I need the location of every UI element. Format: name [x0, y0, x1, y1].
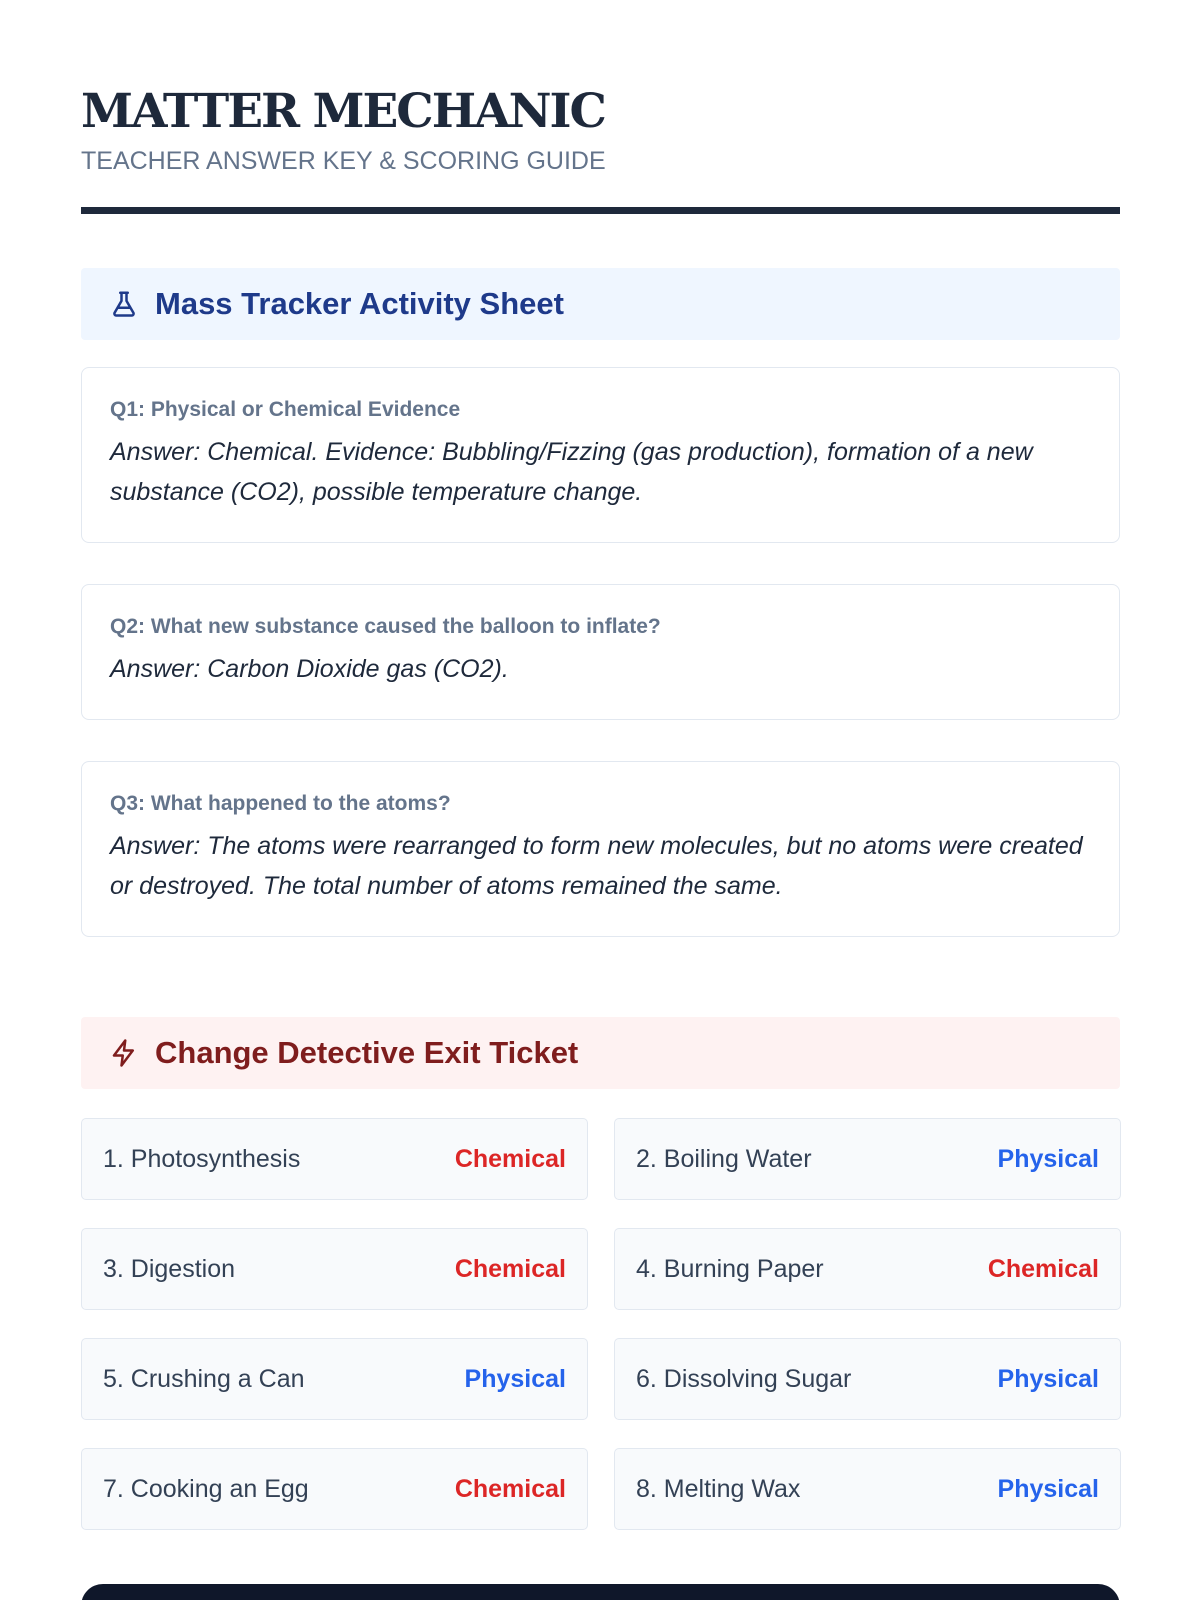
question-answer: Answer: Carbon Dioxide gas (CO2). [110, 655, 509, 683]
ticket-item-result: Physical [997, 1144, 1099, 1173]
question-label: Q3: What happened to the atoms? [110, 792, 451, 815]
ticket-item [614, 1448, 1121, 1530]
page-subtitle: TEACHER ANSWER KEY & SCORING GUIDE [81, 147, 606, 175]
ticket-item [81, 1338, 588, 1420]
ticket-item-label: 7. Cooking an Egg [103, 1474, 309, 1503]
question-answer: Answer: The atoms were rearranged to form new molecules, but no atoms were created or destroyed. The total number of atoms remained the same. [110, 832, 1083, 900]
ticket-item [614, 1228, 1121, 1310]
ticket-item-result: Chemical [454, 1144, 566, 1173]
question-card-q1 [81, 367, 1120, 543]
question-card-q3 [81, 761, 1120, 937]
ticket-item [81, 1118, 588, 1200]
page-title: MATTER MECHANIC [81, 84, 605, 139]
lightning-bolt-icon [109, 1038, 139, 1068]
ticket-item-label: 2. Boiling Water [636, 1144, 812, 1173]
ticket-item-label: 1. Photosynthesis [103, 1144, 301, 1173]
ticket-item-label: 6. Dissolving Sugar [636, 1364, 852, 1393]
question-label: Q2: What new substance caused the balloon to inflate? [110, 615, 661, 638]
ticket-item-label: 4. Burning Paper [636, 1254, 824, 1283]
mass-tracker-section-header [81, 268, 1120, 340]
ticket-item [81, 1228, 588, 1310]
ticket-item-result: Physical [464, 1364, 566, 1393]
header-divider [81, 207, 1120, 214]
exit-ticket-title: Change Detective Exit Ticket [155, 1035, 579, 1070]
ticket-item-result: Physical [997, 1364, 1099, 1393]
exit-ticket-section-header [81, 1017, 1120, 1089]
ticket-item-label: 5. Crushing a Can [103, 1364, 305, 1393]
question-card-q2 [81, 584, 1120, 720]
mass-tracker-title: Mass Tracker Activity Sheet [155, 286, 564, 321]
ticket-item-label: 8. Melting Wax [636, 1474, 801, 1503]
question-label: Q1: Physical or Chemical Evidence [110, 398, 461, 421]
question-answer: Answer: Chemical. Evidence: Bubbling/Fizzing (gas production), formation of a new substance (CO2), possible temperature change. [110, 438, 1033, 506]
ticket-item-label: 3. Digestion [103, 1254, 236, 1283]
ticket-item-result: Physical [997, 1474, 1099, 1503]
ticket-item [614, 1338, 1121, 1420]
footer-bar [81, 1584, 1120, 1600]
ticket-item-result: Chemical [454, 1474, 566, 1503]
ticket-item [81, 1448, 588, 1530]
ticket-item-result: Chemical [454, 1254, 566, 1283]
ticket-item-result: Chemical [987, 1254, 1099, 1283]
flask-icon [109, 289, 139, 319]
ticket-item [614, 1118, 1121, 1200]
